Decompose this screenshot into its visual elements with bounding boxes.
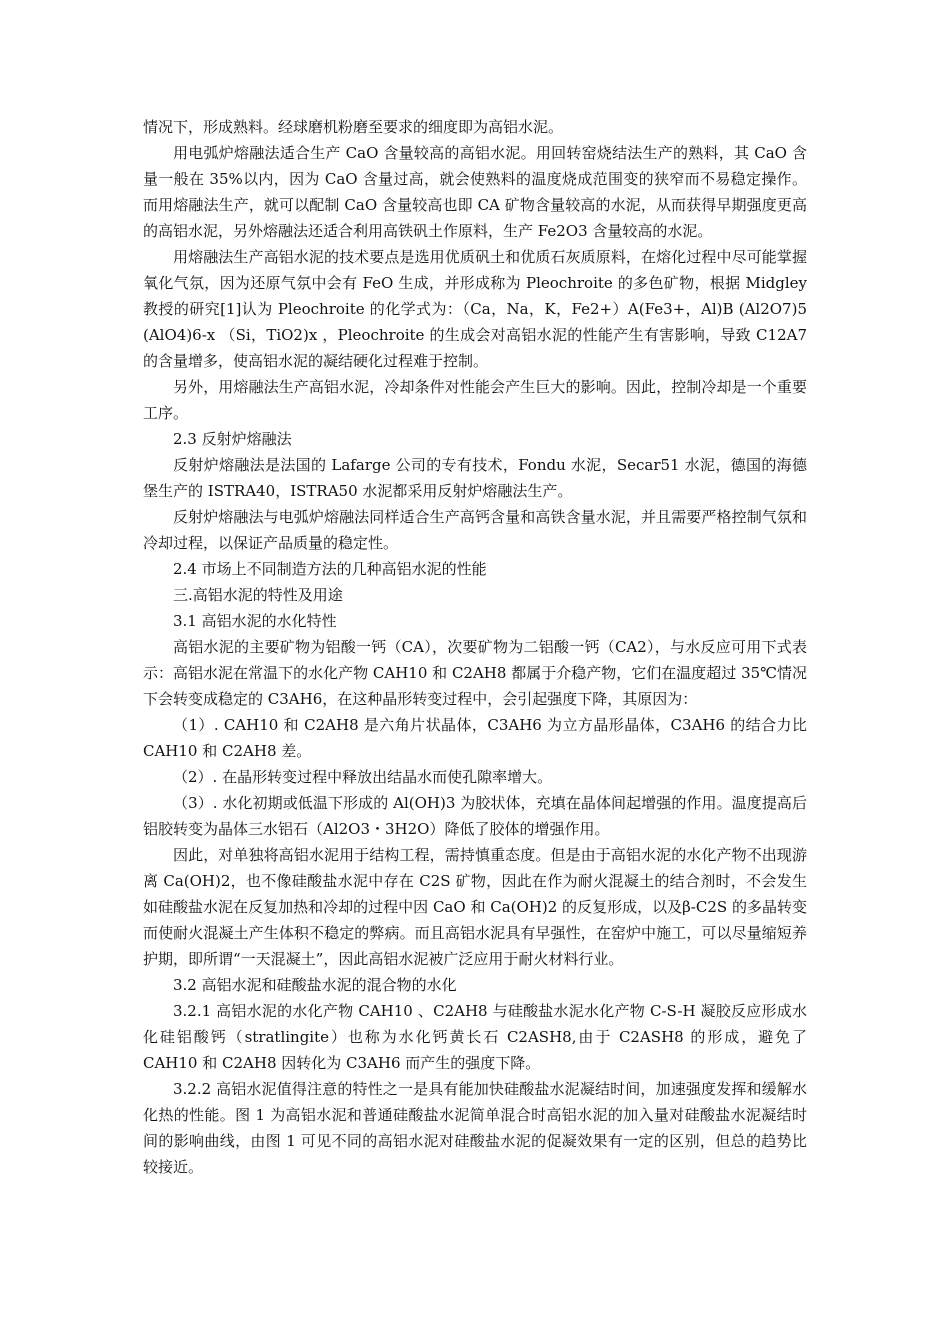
paragraph-9: 3.2.1 高铝水泥的水化产物 CAH10 、C2AH8 与硅酸盐水泥水化产物 C-S-H 凝胶反应形成水化硅铝酸钙（stratlingite）也称为水化钙黄长石 C2ASH8,由于 C2ASH8 的形成，避免了 CAH10 和 C2AH8 因转化为 C3AH6 而产生的强度下降。: [143, 1002, 807, 1072]
list-item-1: （1）. CAH10 和 C2AH8 是六角片状晶体，C3AH6 为立方晶形晶体，C3AH6 的结合力比 CAH10 和 C2AH8 差。: [143, 716, 807, 760]
list-item-2: （2）. 在晶形转变过程中释放出结晶水而使孔隙率增大。: [173, 768, 553, 786]
paragraph-4: 另外，用熔融法生产高铝水泥，冷却条件对性能会产生巨大的影响。因此，控制冷却是一个重要工序。: [143, 378, 807, 422]
paragraph-6: 反射炉熔融法与电弧炉熔融法同样适合生产高钙含量和高铁含量水泥，并且需要严格控制气氛和冷却过程，以保证产品质量的稳定性。: [143, 508, 807, 552]
paragraph-8: 因此，对单独将高铝水泥用于结构工程，需持慎重态度。但是由于高铝水泥的水化产物不出现游离 Ca(OH)2，也不像硅酸盐水泥中存在 C2S 矿物，因此在作为耐火混凝土的结合剂时，不会发生如硅酸盐水泥在反复加热和冷却的过程中因 CaO 和 Ca(OH)2 的反复形成，以及β-C2S 的多晶转变而使耐火混凝土产生体积不稳定的弊病。而且高铝水泥具有早强性，在窑炉中施工，可以尽量缩短养护期，即所谓“一天混凝土”，因此高铝水泥被广泛应用于耐火材料行业。: [143, 846, 807, 968]
list-item-3: （3）. 水化初期或低温下形成的 Al(OH)3 为胶状体，充填在晶体间起增强的作用。温度提高后铝胶转变为晶体三水铝石（Al2O3・3H2O）降低了胶体的增强作用。: [143, 794, 807, 838]
section-heading-2-4: 2.4 市场上不同制造方法的几种高铝水泥的性能: [173, 560, 487, 578]
paragraph-2: 用电弧炉熔融法适合生产 CaO 含量较高的高铝水泥。用回转窑烧结法生产的熟料，其 CaO 含量一般在 35%以内，因为 CaO 含量过高，就会使熟料的温度烧成范围变的狭窄而不易稳定操作。而用熔融法生产，就可以配制 CaO 含量较高也即 CA 矿物含量较高的水泥，从而获得早期强度更高的高铝水泥，另外熔融法还适合利用高铁矾土作原料，生产 Fe2O3 含量较高的水泥。: [143, 144, 807, 240]
section-heading-3-1: 3.1 高铝水泥的水化特性: [173, 612, 337, 630]
paragraph-1: 情况下，形成熟料。经球磨机粉磨至要求的细度即为高铝水泥。: [143, 118, 564, 136]
document-body: [143, 114, 807, 1180]
paragraph-5: 反射炉熔融法是法国的 Lafarge 公司的专有技术，Fondu 水泥，Secar51 水泥，德国的海德堡生产的 ISTRA40，ISTRA50 水泥都采用反射炉熔融法生产。: [143, 456, 807, 500]
chapter-heading-3: 三.高铝水泥的特性及用途: [173, 586, 343, 604]
paragraph-3: 用熔融法生产高铝水泥的技术要点是选用优质矾土和优质石灰质原料，在熔化过程中尽可能掌握氧化气氛，因为还原气氛中会有 FeO 生成，并形成称为 Pleochroite 的多色矿物，根据 Midgley 教授的研究[1]认为 Pleochroite 的化学式为：（Ca，Na，K，Fe2+）A(Fe3+，Al)B (Al2O7)5 (AlO4)6-x （Si，TiO2)x ，Pleochroite 的生成会对高铝水泥的性能产生有害影响，导致 C12A7 的含量增多，使高铝水泥的凝结硬化过程难于控制。: [143, 248, 807, 370]
section-heading-2-3: 2.3 反射炉熔融法: [173, 430, 292, 448]
paragraph-7: 高铝水泥的主要矿物为铝酸一钙（CA），次要矿物为二铝酸一钙（CA2），与水反应可用下式表示：高铝水泥在常温下的水化产物 CAH10 和 C2AH8 都属于介稳产物，它们在温度超过 35℃情况下会转变成稳定的 C3AH6，在这种晶形转变过程中，会引起强度下降，其原因为：: [143, 638, 807, 708]
paragraph-10: 3.2.2 高铝水泥值得注意的特性之一是具有能加快硅酸盐水泥凝结时间，加速强度发挥和缓解水化热的性能。图 1 为高铝水泥和普通硅酸盐水泥简单混合时高铝水泥的加入量对硅酸盐水泥凝结时间的影响曲线，由图 1 可见不同的高铝水泥对硅酸盐水泥的促凝效果有一定的区别，但总的趋势比较接近。: [143, 1080, 807, 1176]
section-heading-3-2: 3.2 高铝水泥和硅酸盐水泥的混合物的水化: [173, 976, 457, 994]
